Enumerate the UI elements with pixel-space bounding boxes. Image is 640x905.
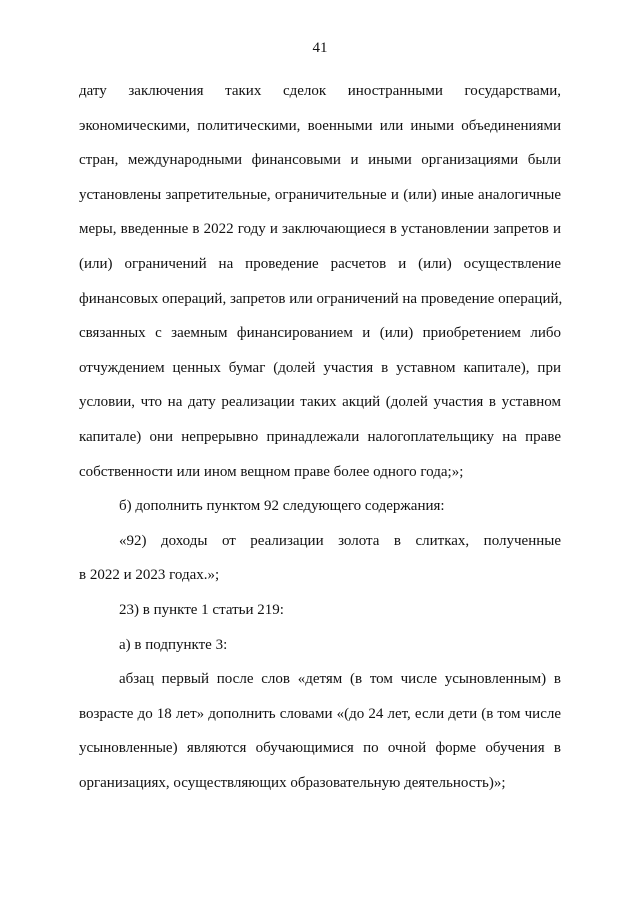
text-line: стран, международными финансовыми и иными организациями были [79, 152, 561, 169]
text-line: установлены запретительные, ограничительные и (или) иные аналогичные [79, 186, 561, 203]
text-line: финансовых операций, запретов или ограничений на проведение операций, [79, 290, 563, 307]
page-number: 41 [312, 40, 328, 56]
text-line: усыновленные) являются обучающимися по очной форме обучения в [79, 740, 561, 757]
text-line: 23) в пункте 1 статьи 219: [119, 601, 284, 618]
text-line: меры, введенные в 2022 году и заключающиеся в установлении запретов и [79, 221, 561, 238]
document-body [79, 74, 561, 800]
text-line: отчуждением ценных бумаг (долей участия в уставном капитале), при [79, 359, 561, 376]
text-line: а) в подпункте 3: [119, 636, 228, 653]
text-line: условии, что на дату реализации таких акций (долей участия в уставном [79, 394, 561, 411]
text-line: «92) доходы от реализации золота в слитках, полученные [119, 532, 561, 549]
text-line: организациях, осуществляющих образовательную деятельность)»; [79, 774, 506, 791]
text-line: дату заключения таких сделок иностранными государствами, [79, 83, 561, 99]
text-line: экономическими, политическими, военными или иными объединениями [79, 117, 561, 134]
text-line: капитале) они непрерывно принадлежали налогоплательщику на праве [79, 428, 561, 445]
text-line: возрасте до 18 лет» дополнить словами «(до 24 лет, если дети (в том числе [79, 705, 561, 722]
text-line: связанных с заемным финансированием и (или) приобретением либо [79, 325, 561, 342]
text-line: собственности или ином вещном праве более одного года;»; [79, 463, 464, 480]
text-line: в 2022 и 2023 годах.»; [79, 567, 220, 584]
text-line: б) дополнить пунктом 92 следующего содержания: [119, 498, 445, 515]
text-line: (или) ограничений на проведение расчетов и (или) осуществление [79, 255, 561, 272]
text-line: абзац первый после слов «детям (в том числе усыновленным) в [119, 671, 561, 688]
